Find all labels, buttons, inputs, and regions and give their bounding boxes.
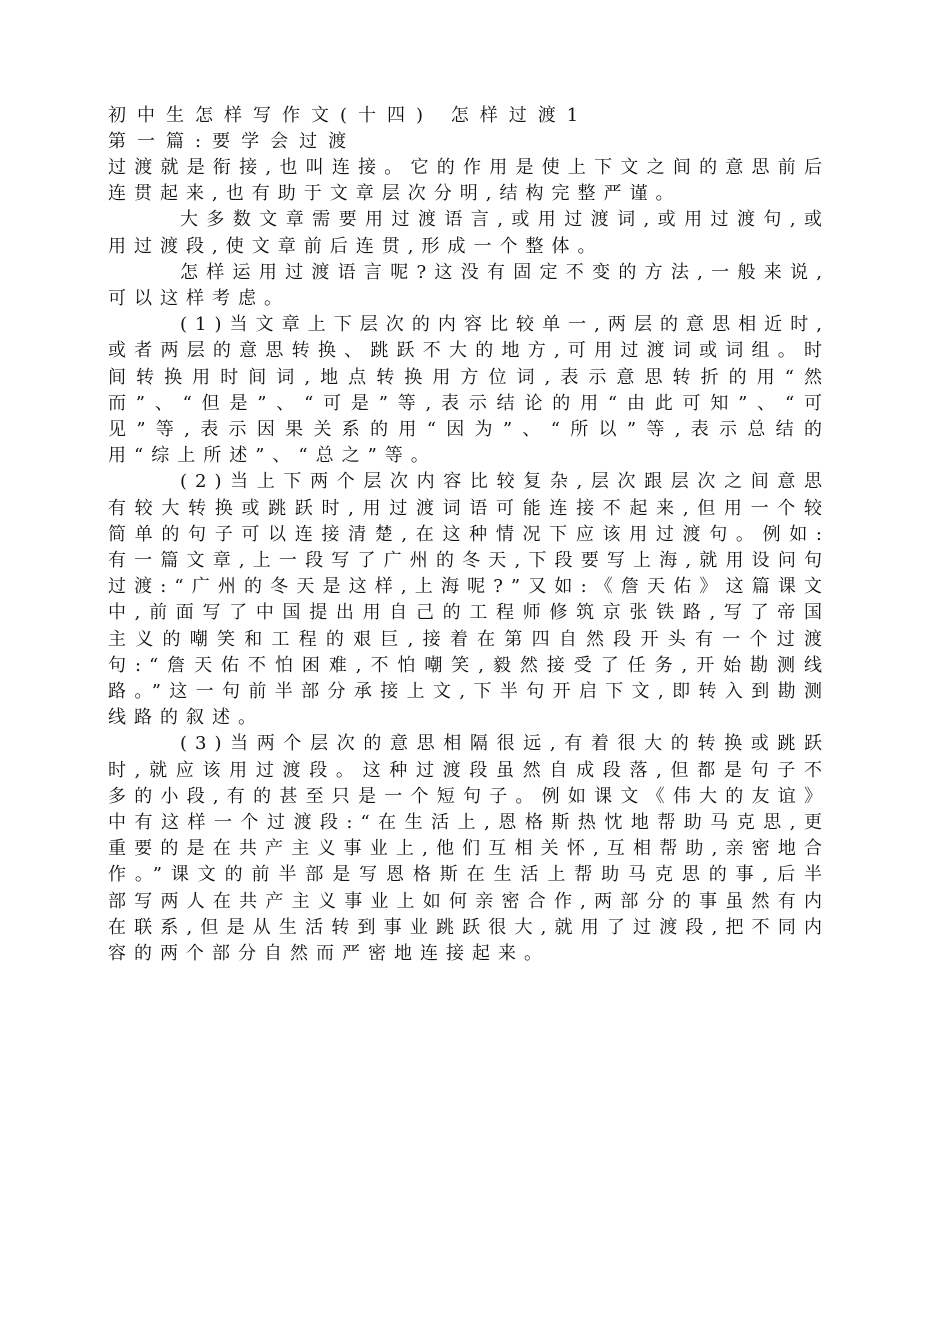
document-page xyxy=(108,103,830,967)
document-title: 初中生怎样写作文(十四) 怎样过渡1 xyxy=(108,105,590,126)
paragraph-1: 过渡就是衔接,也叫连接。它的作用是使上下文之间的意思前后连贯起来,也有助于文章层次分明,结构完整严谨。 xyxy=(108,157,830,205)
paragraph-5: (2)当上下两个层次内容比较复杂,层次跟层次之间意思有较大转换或跳跃时,用过渡词语可能连接不起来,但用一个较简单的句子可以连接清楚,在这种情况下应该用过渡句。例如:有一篇文章,上一段写了广州的冬天,下段要写上海,就用设问句过渡:“广州的冬天是这样,上海呢?”又如:《詹天佑》这篇课文中,前面写了中国提出用自己的工程师修筑京张铁路,写了帝国主义的嘲笑和工程的艰巨,接着在第四自然段开头有一个过渡句:“詹天佑不怕困难,不怕嘲笑,毅然接受了任务,开始勘测线路。”这一句前半部分承接上文,下半句开启下文,即转入到勘测线路的叙述。 xyxy=(108,471,830,729)
paragraph-3: 怎样运用过渡语言呢?这没有固定不变的方法,一般来说,可以这样考虑。 xyxy=(108,261,830,310)
paragraph-2: 大多数文章需要用过渡语言,或用过渡词,或用过渡句,或用过渡段,使文章前后连贯,形成一个整体。 xyxy=(108,209,830,257)
document-subtitle: 第一篇:要学会过渡 xyxy=(108,131,358,152)
paragraph-6: (3)当两个层次的意思相隔很远,有着很大的转换或跳跃时,就应该用过渡段。这种过渡段虽然自成段落,但都是句子不多的小段,有的甚至只是一个短句子。例如课文《伟大的友谊》中有这样一个过渡段:“在生活上,恩格斯热忱地帮助马克思,更重要的是在共产主义事业上,他们互相关怀,互相帮助,亲密地合作。”课文的前半部是写恩格斯在生活上帮助马克思的事,后半部写两人在共产主义事业上如何亲密合作,两部分的事虽然有内在联系,但是从生活转到事业跳跃很大,就用了过渡段,把不同内容的两个部分自然而严密地连接起来。 xyxy=(108,733,830,965)
paragraph-4: (1)当文章上下层次的内容比较单一,两层的意思相近时,或者两层的意思转换、跳跃不大的地方,可用过渡词或词组。时间转换用时间词,地点转换用方位词,表示意思转折的用“然而”、“但是”、“可是”等,表示结论的用“由此可知”、“可见”等,表示因果关系的用“因为”、“所以”等,表示总结的用“综上所述”、“总之”等。 xyxy=(108,314,831,467)
